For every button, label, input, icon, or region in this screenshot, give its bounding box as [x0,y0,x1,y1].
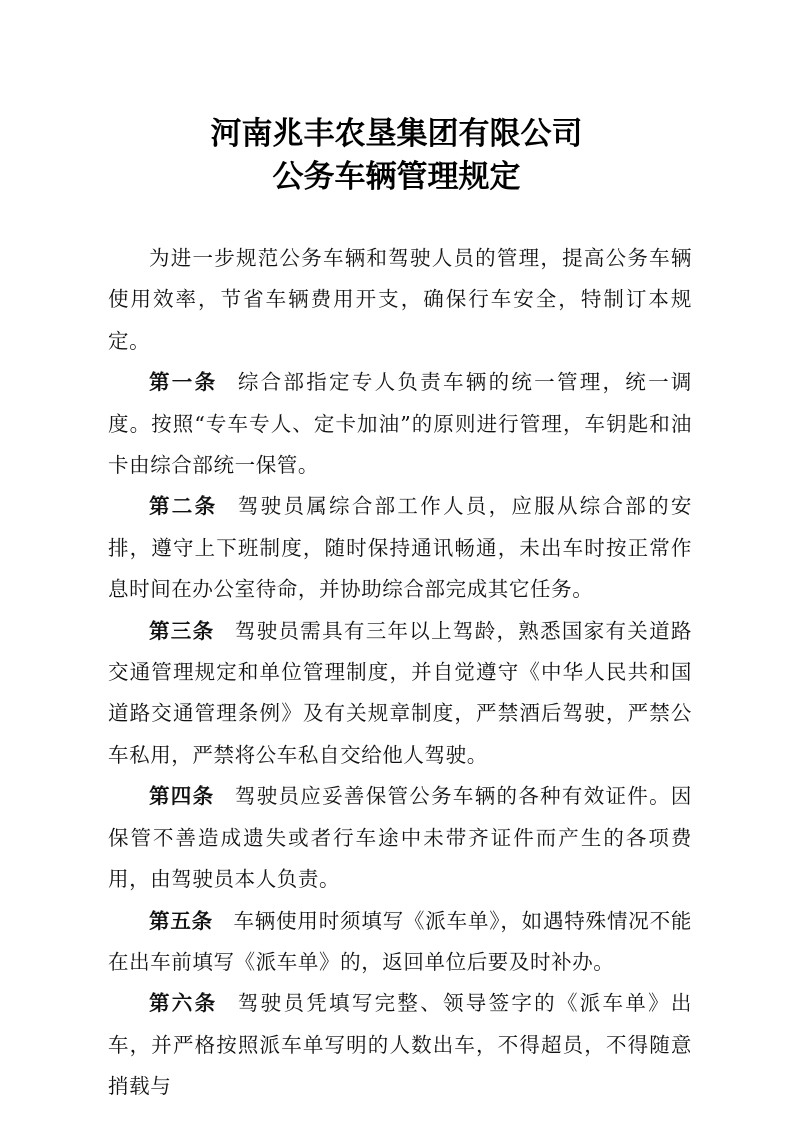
article-1-text: 综合部指定专人负责车辆的统一管理，统一调度。按照“专车专人、定卡加油”的原则进行管理，车钥匙和油卡由综合部统一保管。 [108,370,692,478]
article-6-text: 驾驶员凭填写完整、领导签字的《派车单》出车，并严格按照派车单写明的人数出车，不得超员，不得随意捎载与 [108,991,692,1099]
article-5-label: 第五条 [149,908,213,933]
article-2-label: 第二条 [149,494,218,519]
article-4-label: 第四条 [149,784,215,809]
document-title-line1: 河南兆丰农垦集团有限公司 [210,116,583,152]
article-4 [108,776,692,900]
article-2 [108,486,692,610]
article-2-text: 驾驶员属综合部工作人员，应服从综合部的安排，遵守上下班制度，随时保持通讯畅通，未出车时按正常作息时间在办公室待命，并协助综合部完成其它任务。 [108,494,692,602]
article-4-text: 驾驶员应妥善保管公务车辆的各种有效证件。因保管不善造成遗失或者行车途中未带齐证件而产生的各项费用，由驾驶员本人负责。 [108,784,692,892]
article-5 [108,901,692,984]
article-1 [108,362,692,486]
article-6 [108,983,692,1107]
article-3 [108,611,692,777]
article-3-text: 驾驶员需具有三年以上驾龄，熟悉国家有关道路交通管理规定和单位管理制度，并自觉遵守《中华人民共和国道路交通管理条例》及有关规章制度，严禁酒后驾驶，严禁公车私用，严禁将公车私自交给他人驾驶。 [108,618,692,767]
document-body [108,238,692,1108]
article-6-label: 第六条 [149,991,218,1016]
article-1-label: 第一条 [149,370,218,395]
article-3-label: 第三条 [149,618,215,643]
document-title-line2: 公务车辆管理规定 [272,159,521,195]
intro-paragraph: 为进一步规范公务车辆和驾驶人员的管理，提高公务车辆使用效率，节省车辆费用开支，确保行车安全，特制订本规定。 [108,246,692,353]
article-5-text: 车辆使用时须填写《派车单》，如遇特殊情况不能在出车前填写《派车单》的，返回单位后要及时补办。 [108,908,692,974]
